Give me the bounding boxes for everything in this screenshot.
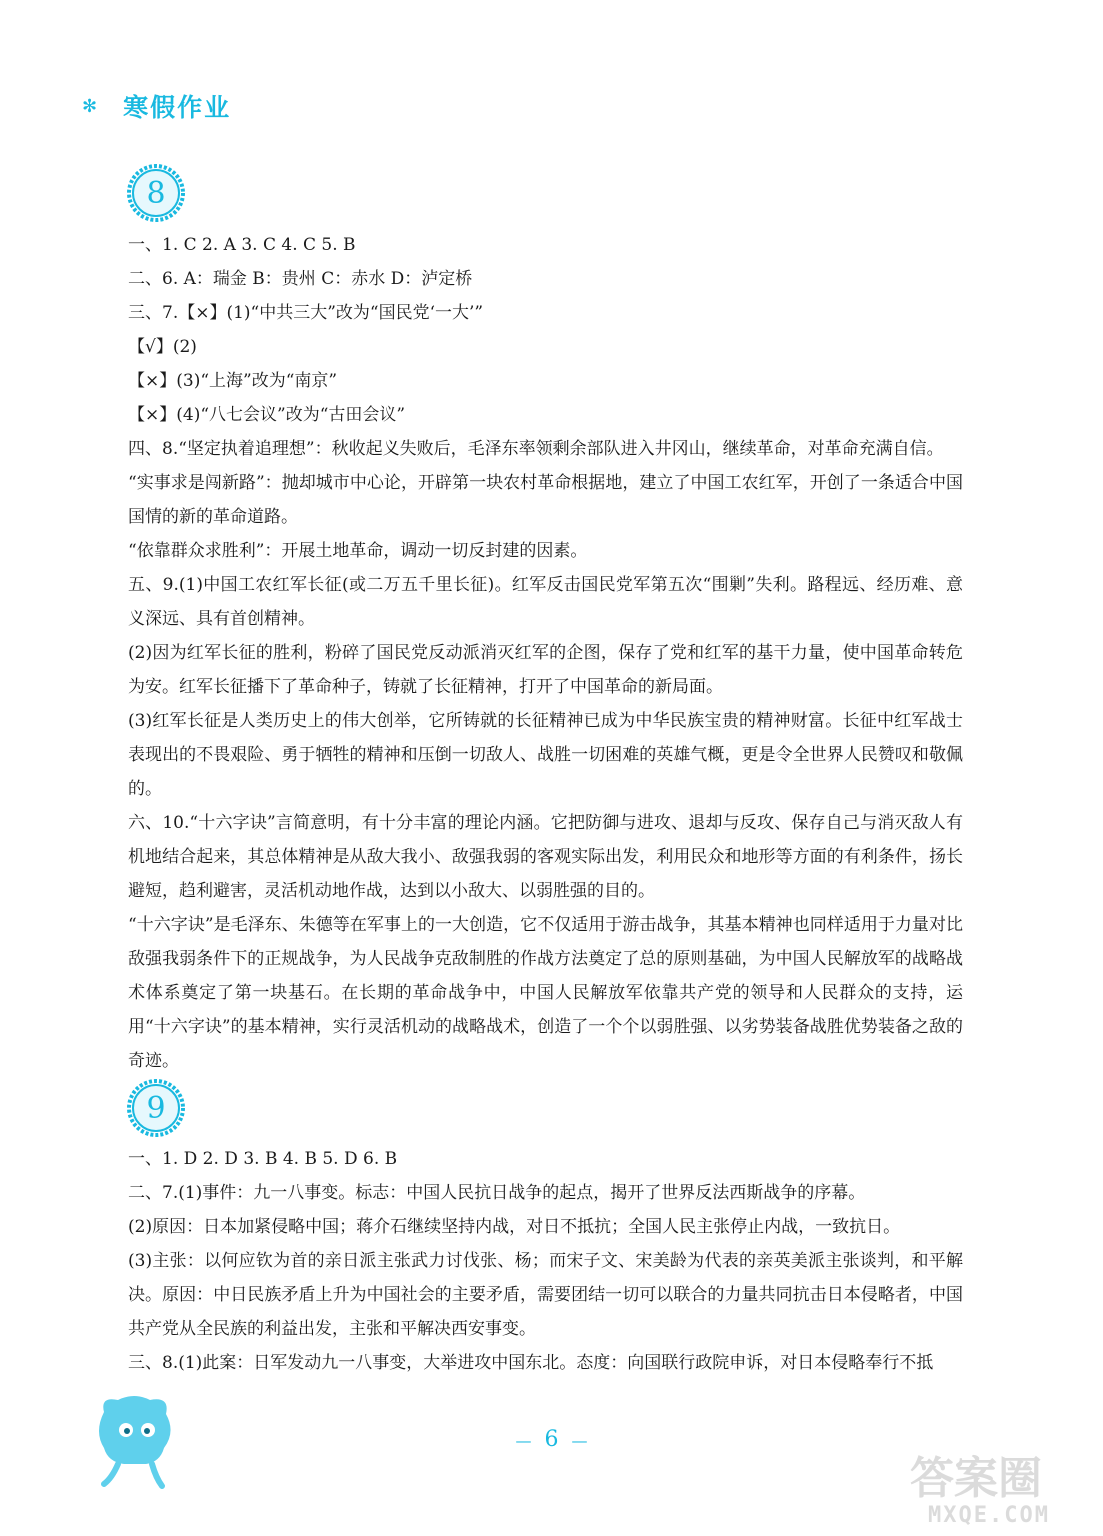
- answer-paragraph: 六、10.“十六字诀”言简意明，有十分丰富的理论内涵。它把防御与进攻、退却与反攻、保存自己与消灭敌人有机地结合起来，其总体精神是从敌大我小、敌强我弱的客观实际出发，利用民众和地形等方面的有利条件，扬长避短，趋利避害，灵活机动地作战，达到以小敌大、以弱胜强的目的。: [128, 813, 963, 901]
- answer-line: (2)原因：日本加紧侵略中国；蒋介石继续坚持内战，对日不抵抗；全国人民主张停止内战，一致抗日。: [128, 1217, 901, 1237]
- answer-line: 【×】(4)“八七会议”改为“古田会议”: [128, 405, 406, 425]
- section-8-number: 8: [146, 175, 166, 211]
- answer-line: 三、7.【×】(1)“中共三大”改为“国民党‘一大’”: [128, 303, 484, 323]
- answer-paragraph: “依靠群众求胜利”：开展土地革命，调动一切反封建的因素。: [128, 541, 588, 561]
- answer-paragraph: 四、8.“坚定执着追理想”：秋收起义失败后，毛泽东率领剩余部队进入井冈山，继续革命，对革命充满自信。: [128, 439, 944, 459]
- answer-paragraph: (3)红军长征是人类历史上的伟大创举，它所铸就的长征精神已成为中华民族宝贵的精神财富。长征中红军战士表现出的不畏艰险、勇于牺牲的精神和压倒一切敌人、战胜一切困难的英雄气概，更是令全世界人民赞叹和敬佩的。: [128, 711, 963, 799]
- header-title: 寒假作业: [123, 93, 232, 122]
- section-9-content: [128, 1142, 963, 1380]
- page-number-dash: —: [571, 1430, 588, 1450]
- answer-line: 【×】(3)“上海”改为“南京”: [128, 371, 338, 391]
- page-number: [0, 1427, 1103, 1452]
- page-number-dash: —: [515, 1430, 532, 1450]
- section-8-content: [128, 228, 963, 1078]
- answer-paragraph: (2)因为红军长征的胜利，粉碎了国民党反动派消灭红军的企图，保存了党和红军的基干力量，使中国革命转危为安。红军长征播下了革命种子，铸就了长征精神，打开了中国革命的新局面。: [128, 643, 963, 697]
- answer-line: 二、6. A：瑞金 B：贵州 C：赤水 D：泸定桥: [128, 269, 473, 289]
- snowflake-icon: ✻: [82, 95, 98, 117]
- section-9-badge: [126, 1078, 186, 1138]
- answer-paragraph: “实事求是闯新路”：抛却城市中心论，开辟第一块农村革命根据地，建立了中国工农红军，开创了一条适合中国国情的新的革命道路。: [128, 473, 963, 527]
- section-8-badge: [126, 163, 186, 223]
- answer-paragraph: 五、9.(1)中国工农红军长征(或二万五千里长征)。红军反击国民党军第五次“围剿”失利。路程远、经历难、意义深远、具有首创精神。: [128, 575, 963, 629]
- answer-line: 【√】(2): [128, 337, 197, 357]
- answer-line: 三、8.(1)此案：日军发动九一八事变，大举进攻中国东北。态度：向国联行政院申诉，对日本侵略奉行不抵: [128, 1353, 934, 1373]
- answer-paragraph: “十六字诀”是毛泽东、朱德等在军事上的一大创造，它不仅适用于游击战争，其基本精神也同样适用于力量对比敌强我弱条件下的正规战争，为人民战争克敌制胜的作战方法奠定了总的原则基础，为中国人民解放军的战略战术体系奠定了第一块基石。在长期的革命战争中，中国人民解放军依靠共产党的领导和人民群众的支持，运用“十六字诀”的基本精神，实行灵活机动的战略战术，创造了一个个以弱胜强、以劣势装备战胜优势装备之敌的奇迹。: [128, 915, 963, 1071]
- answer-paragraph: (3)主张：以何应钦为首的亲日派主张武力讨伐张、杨；而宋子文、宋美龄为代表的亲英美派主张谈判，和平解决。原因：中日民族矛盾上升为中国社会的主要矛盾，需要团结一切可以联合的力量共同抗击日本侵略者，中国共产党从全民族的利益出发，主张和平解决西安事变。: [128, 1251, 963, 1339]
- section-9-number: 9: [146, 1090, 166, 1126]
- answer-line: 二、7.(1)事件：九一八事变。标志：中国人民抗日战争的起点，揭开了世界反法西斯战争的序幕。: [128, 1183, 866, 1203]
- watermark-url: MXQE.COM: [928, 1503, 1050, 1528]
- page-number-value: 6: [544, 1427, 559, 1452]
- answer-line: 一、1. D 2. D 3. B 4. B 5. D 6. B: [128, 1149, 398, 1169]
- page-header: [82, 88, 231, 124]
- watermark-logo: [910, 1455, 1090, 1535]
- answer-line: 一、1. C 2. A 3. C 4. C 5. B: [128, 235, 356, 255]
- watermark-text: 答案圈: [910, 1453, 1042, 1504]
